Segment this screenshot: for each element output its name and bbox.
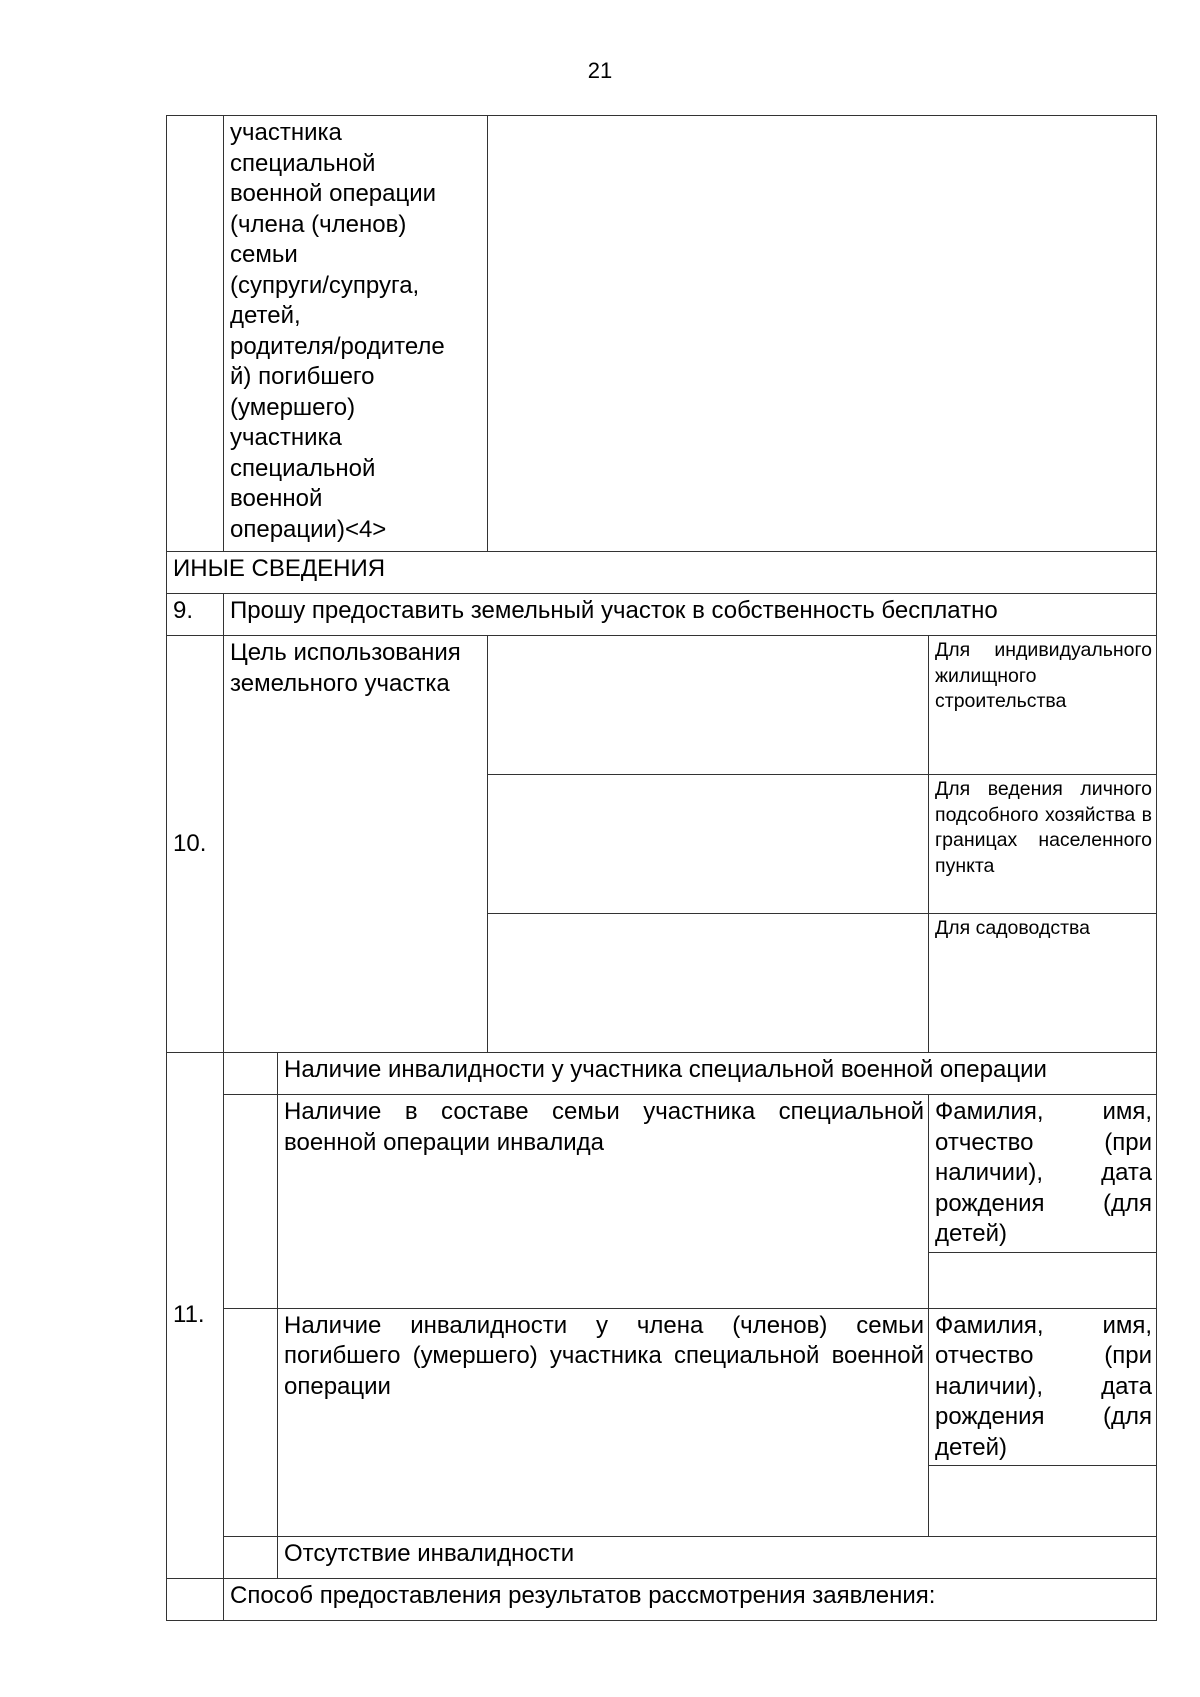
row-10-checkbox-lph[interactable] [488,775,929,914]
application-form-table [166,115,1157,1621]
row-10-number: 10. [167,636,224,1053]
other-info-title: ИНЫЕ СВЕДЕНИЯ [167,552,1157,594]
row-10-checkbox-ijs[interactable] [488,636,929,775]
row-12-text: Способ предоставления результатов рассмотрения заявления: [224,1579,1157,1621]
row-11-fio-field-1[interactable] [929,1252,1157,1308]
row-11-participant-disability [167,1053,1157,1095]
row-11-family-member-disabled [167,1095,1157,1253]
row-10-option-ijs: Для индивидуального жилищного строительства [929,636,1157,775]
page-number: 21 [587,58,613,83]
row-10-option-1 [167,636,1157,775]
row-12-number-cell [167,1579,224,1621]
row-10-option-lph: Для ведения личного подсобного хозяйства в границах населенного пункта [929,775,1157,914]
row-11-checkbox-participant[interactable] [224,1053,278,1095]
row-10-label: Цель использования земельного участка [224,636,488,1053]
row-11-checkbox-deceased-family[interactable] [224,1308,278,1537]
row-11-checkbox-no-disability[interactable] [224,1537,278,1579]
row-10-checkbox-garden[interactable] [488,914,929,1053]
row-9-text: Прошу предоставить земельный участок в собственность бесплатно [224,594,1157,636]
row-11-deceased-family-disability [167,1308,1157,1466]
row-9 [167,594,1157,636]
row-11-no-disability-text: Отсутствие инвалидности [278,1537,1157,1579]
row-8-number-cell [167,116,224,552]
row-11-no-disability [167,1537,1157,1579]
row-8-label: участника специальной военной операции (члена (членов) семьи (супруги/супруга, детей, родителя/родителе й) погибшего (умершего) участника специальной военной операции)<4> [224,116,488,552]
row-12 [167,1579,1157,1621]
row-11-checkbox-family[interactable] [224,1095,278,1309]
row-10-option-garden: Для садоводства [929,914,1157,1053]
row-9-number: 9. [167,594,224,636]
row-11-number: 11. [167,1053,224,1579]
row-11-fio-label-2: Фамилия, имя, отчество (при наличии), дата рождения (для детей) [929,1308,1157,1466]
row-11-fio-field-2[interactable] [929,1466,1157,1537]
row-8-continuation [167,116,1157,552]
row-11-participant-text: Наличие инвалидности у участника специальной военной операции [278,1053,1157,1095]
row-11-deceased-family-text: Наличие инвалидности у члена (членов) семьи погибшего (умершего) участника специальной военной операции [278,1308,929,1537]
row-11-fio-label-1: Фамилия, имя, отчество (при наличии), дата рождения (для детей) [929,1095,1157,1253]
row-8-value-field[interactable] [488,116,1157,552]
row-11-family-text: Наличие в составе семьи участника специальной военной операции инвалида [278,1095,929,1309]
other-info-header-row [167,552,1157,594]
